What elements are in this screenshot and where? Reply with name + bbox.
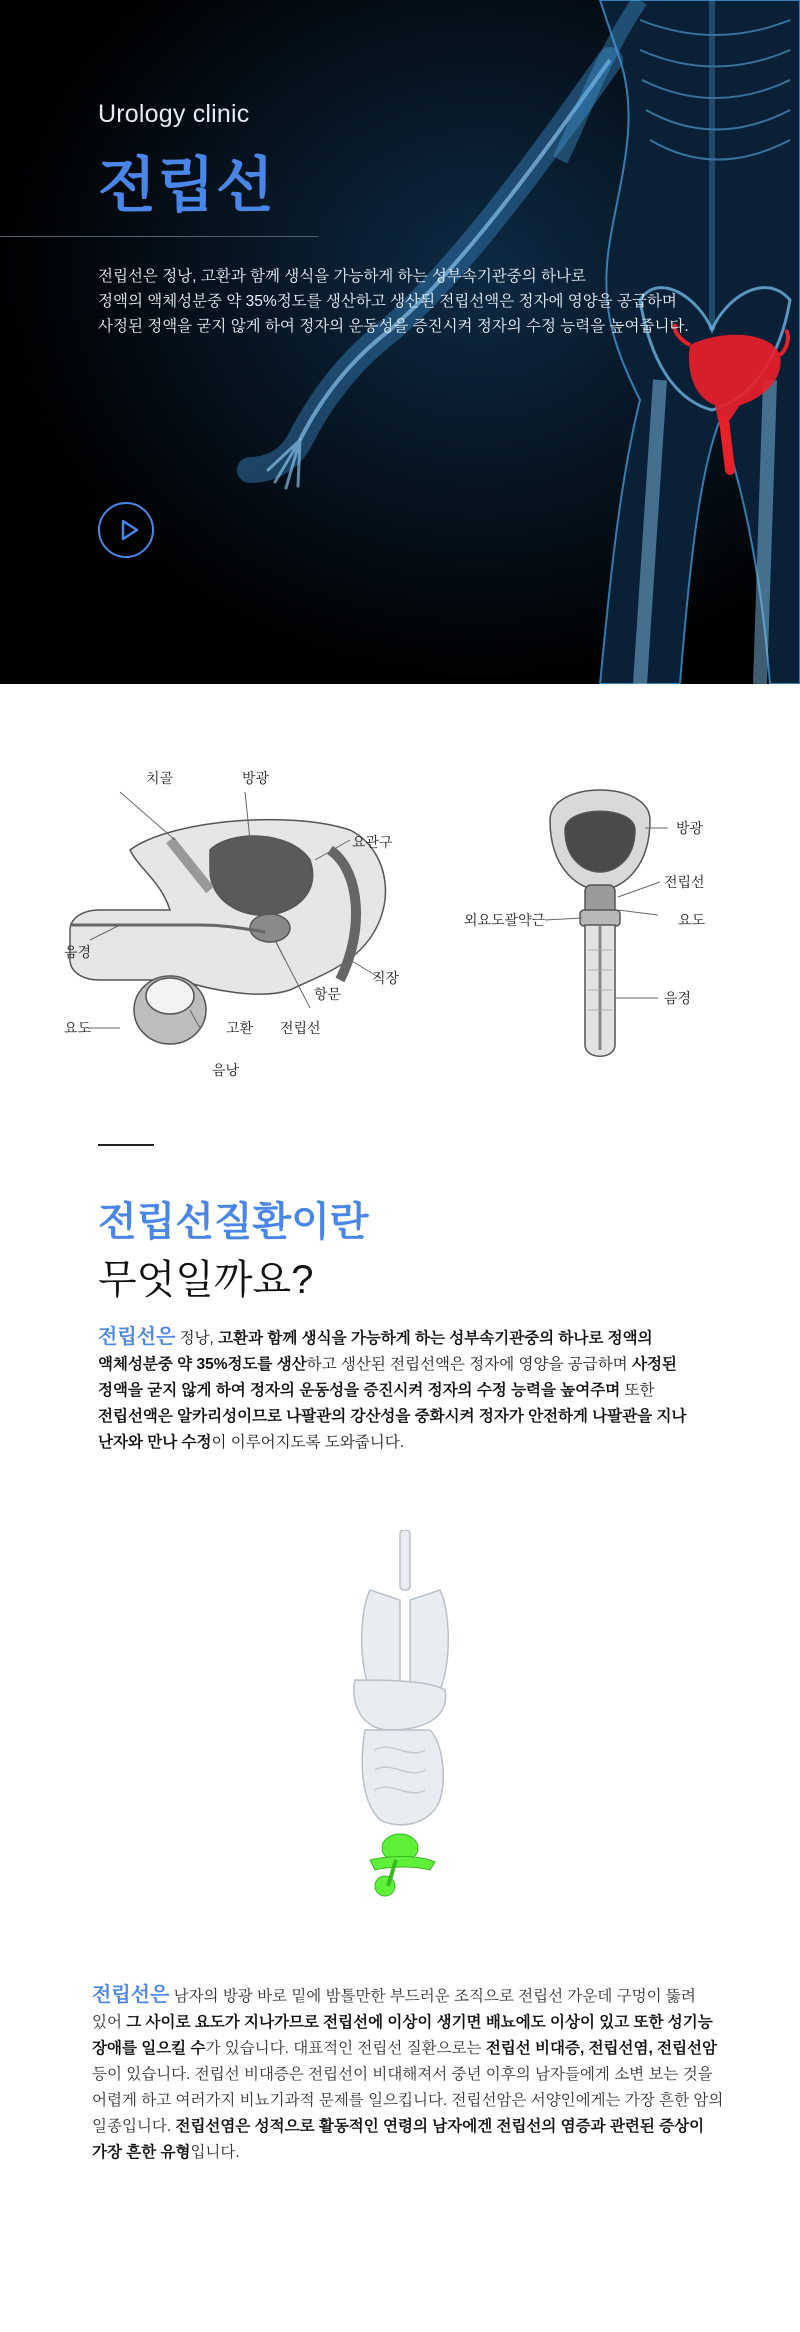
text-span: 등이 있습니다. 전립선 비대증은 전립선이 비대해져서 중년 이후의 남자들에게 소변 보는 것을	[92, 2066, 713, 2083]
bold-span: 정액을 굳지 않게 하여 정자의 운동성을 증진시켜 정자의 수정 능력을 높여주며	[98, 1382, 621, 1399]
bold-span: 전립선염은 성적으로 활동적인 연령의 남자에겐 전립선의 염증과 관련된 증상이	[175, 2118, 705, 2135]
highlight-term: 전립선은	[98, 1326, 176, 1348]
label-penis-right: 음경	[664, 990, 692, 1006]
text-span: 입니다.	[190, 2144, 240, 2161]
text-span: 하고 생산된 전립선액은 정자에 영양을 공급하며	[306, 1356, 632, 1373]
prostate-anatomy-diagrams	[60, 760, 740, 1100]
bold-span: 장애를 일으킬 수	[92, 2040, 206, 2057]
sagittal-section-illustration	[60, 760, 740, 1100]
label-urethra-right: 요도	[678, 912, 706, 928]
hero-description	[98, 264, 718, 339]
bold-span: 전립선 비대증, 전립선염, 전립선암	[485, 2040, 717, 2057]
text-span: 있어	[92, 2014, 127, 2031]
organ-system-illustration	[330, 1530, 480, 1930]
text-span: 또한	[620, 1382, 655, 1399]
text-span: 이 이루어지도록 도와줍니다.	[211, 1434, 405, 1451]
text-span: 일종입니다.	[92, 2118, 176, 2135]
page-title: 전립선	[98, 152, 275, 219]
label-pubis: 치골	[146, 770, 174, 786]
title-divider	[0, 236, 318, 237]
section-title-highlight: 전립선질환이란	[98, 1200, 369, 1244]
hero-description-line: 정액의 액체성분중 약 35%정도를 생산하고 생산된 전립선액은 정자에 영양을 공급하며	[98, 293, 677, 310]
label-scrotum: 음낭	[212, 1062, 240, 1078]
text-span: 가 있습니다. 대표적인 전립선 질환으로는	[205, 2040, 486, 2057]
bold-span: 사정된	[631, 1356, 677, 1373]
bold-span: 액체성분중 약 35%정도를 생산	[98, 1356, 307, 1373]
label-penis: 음경	[64, 944, 92, 960]
label-prostate: 전립선	[280, 1020, 321, 1036]
bold-span: 가장 흔한 유형	[92, 2144, 191, 2161]
clinic-label: Urology clinic	[98, 100, 250, 128]
prostate-green-highlight	[370, 1834, 435, 1896]
label-anus: 항문	[314, 986, 342, 1002]
text-span: 남자의 방광 바로 밑에 밤톨만한 부드러운 조직으로 전립선 가운데 구멍이 뚫려	[169, 1988, 696, 2005]
bold-span: 전립선액은 알카리성이므로 나팔관의 강산성을 중화시켜 정자가 안전하게 나팔관을 지나	[98, 1408, 687, 1425]
section-divider	[98, 1144, 154, 1146]
label-rectum: 직장	[372, 970, 400, 986]
text-span: 어렵게 하고 여러가지 비뇨기과적 문제를 일으킵니다. 전립선암은 서양인에게는 가장 흔한 암의	[92, 2092, 724, 2109]
hero-description-line: 사정된 정액을 굳지 않게 하여 정자의 운동성을 증진시켜 정자의 수정 능력을 높여줍니다.	[98, 318, 689, 335]
highlight-term: 전립선은	[92, 1984, 170, 2006]
text-span: 정낭,	[175, 1330, 219, 1347]
bold-span: 고환과 함께 생식을 가능하게 하는 성부속기관중의 하나로 정액의	[218, 1330, 653, 1347]
label-urethra: 요도	[64, 1020, 92, 1036]
play-button[interactable]	[98, 502, 154, 558]
label-bladder: 방광	[242, 770, 270, 786]
label-ureter-opening: 요관구	[352, 834, 393, 850]
play-icon	[117, 518, 141, 542]
hero-banner	[0, 0, 800, 684]
detail-paragraph	[92, 1982, 722, 2166]
bold-span: 난자와 만나 수정	[98, 1434, 212, 1451]
label-external-sphincter: 외요도괄약근	[464, 912, 546, 928]
section-title: 무엇일까요?	[98, 1258, 314, 1302]
intro-paragraph	[98, 1324, 718, 1456]
label-testis: 고환	[226, 1020, 254, 1036]
bold-span: 그 사이로 요도가 지나가므로 전립선에 이상이 생기면 배뇨에도 이상이 있고 또한 성기능	[126, 2014, 713, 2031]
hero-description-line: 전립선은 정낭, 고환과 함께 생식을 가능하게 하는 성부속기관중의 하나로	[98, 268, 586, 285]
label-bladder-right: 방광	[676, 820, 704, 836]
label-prostate-right: 전립선	[664, 874, 705, 890]
